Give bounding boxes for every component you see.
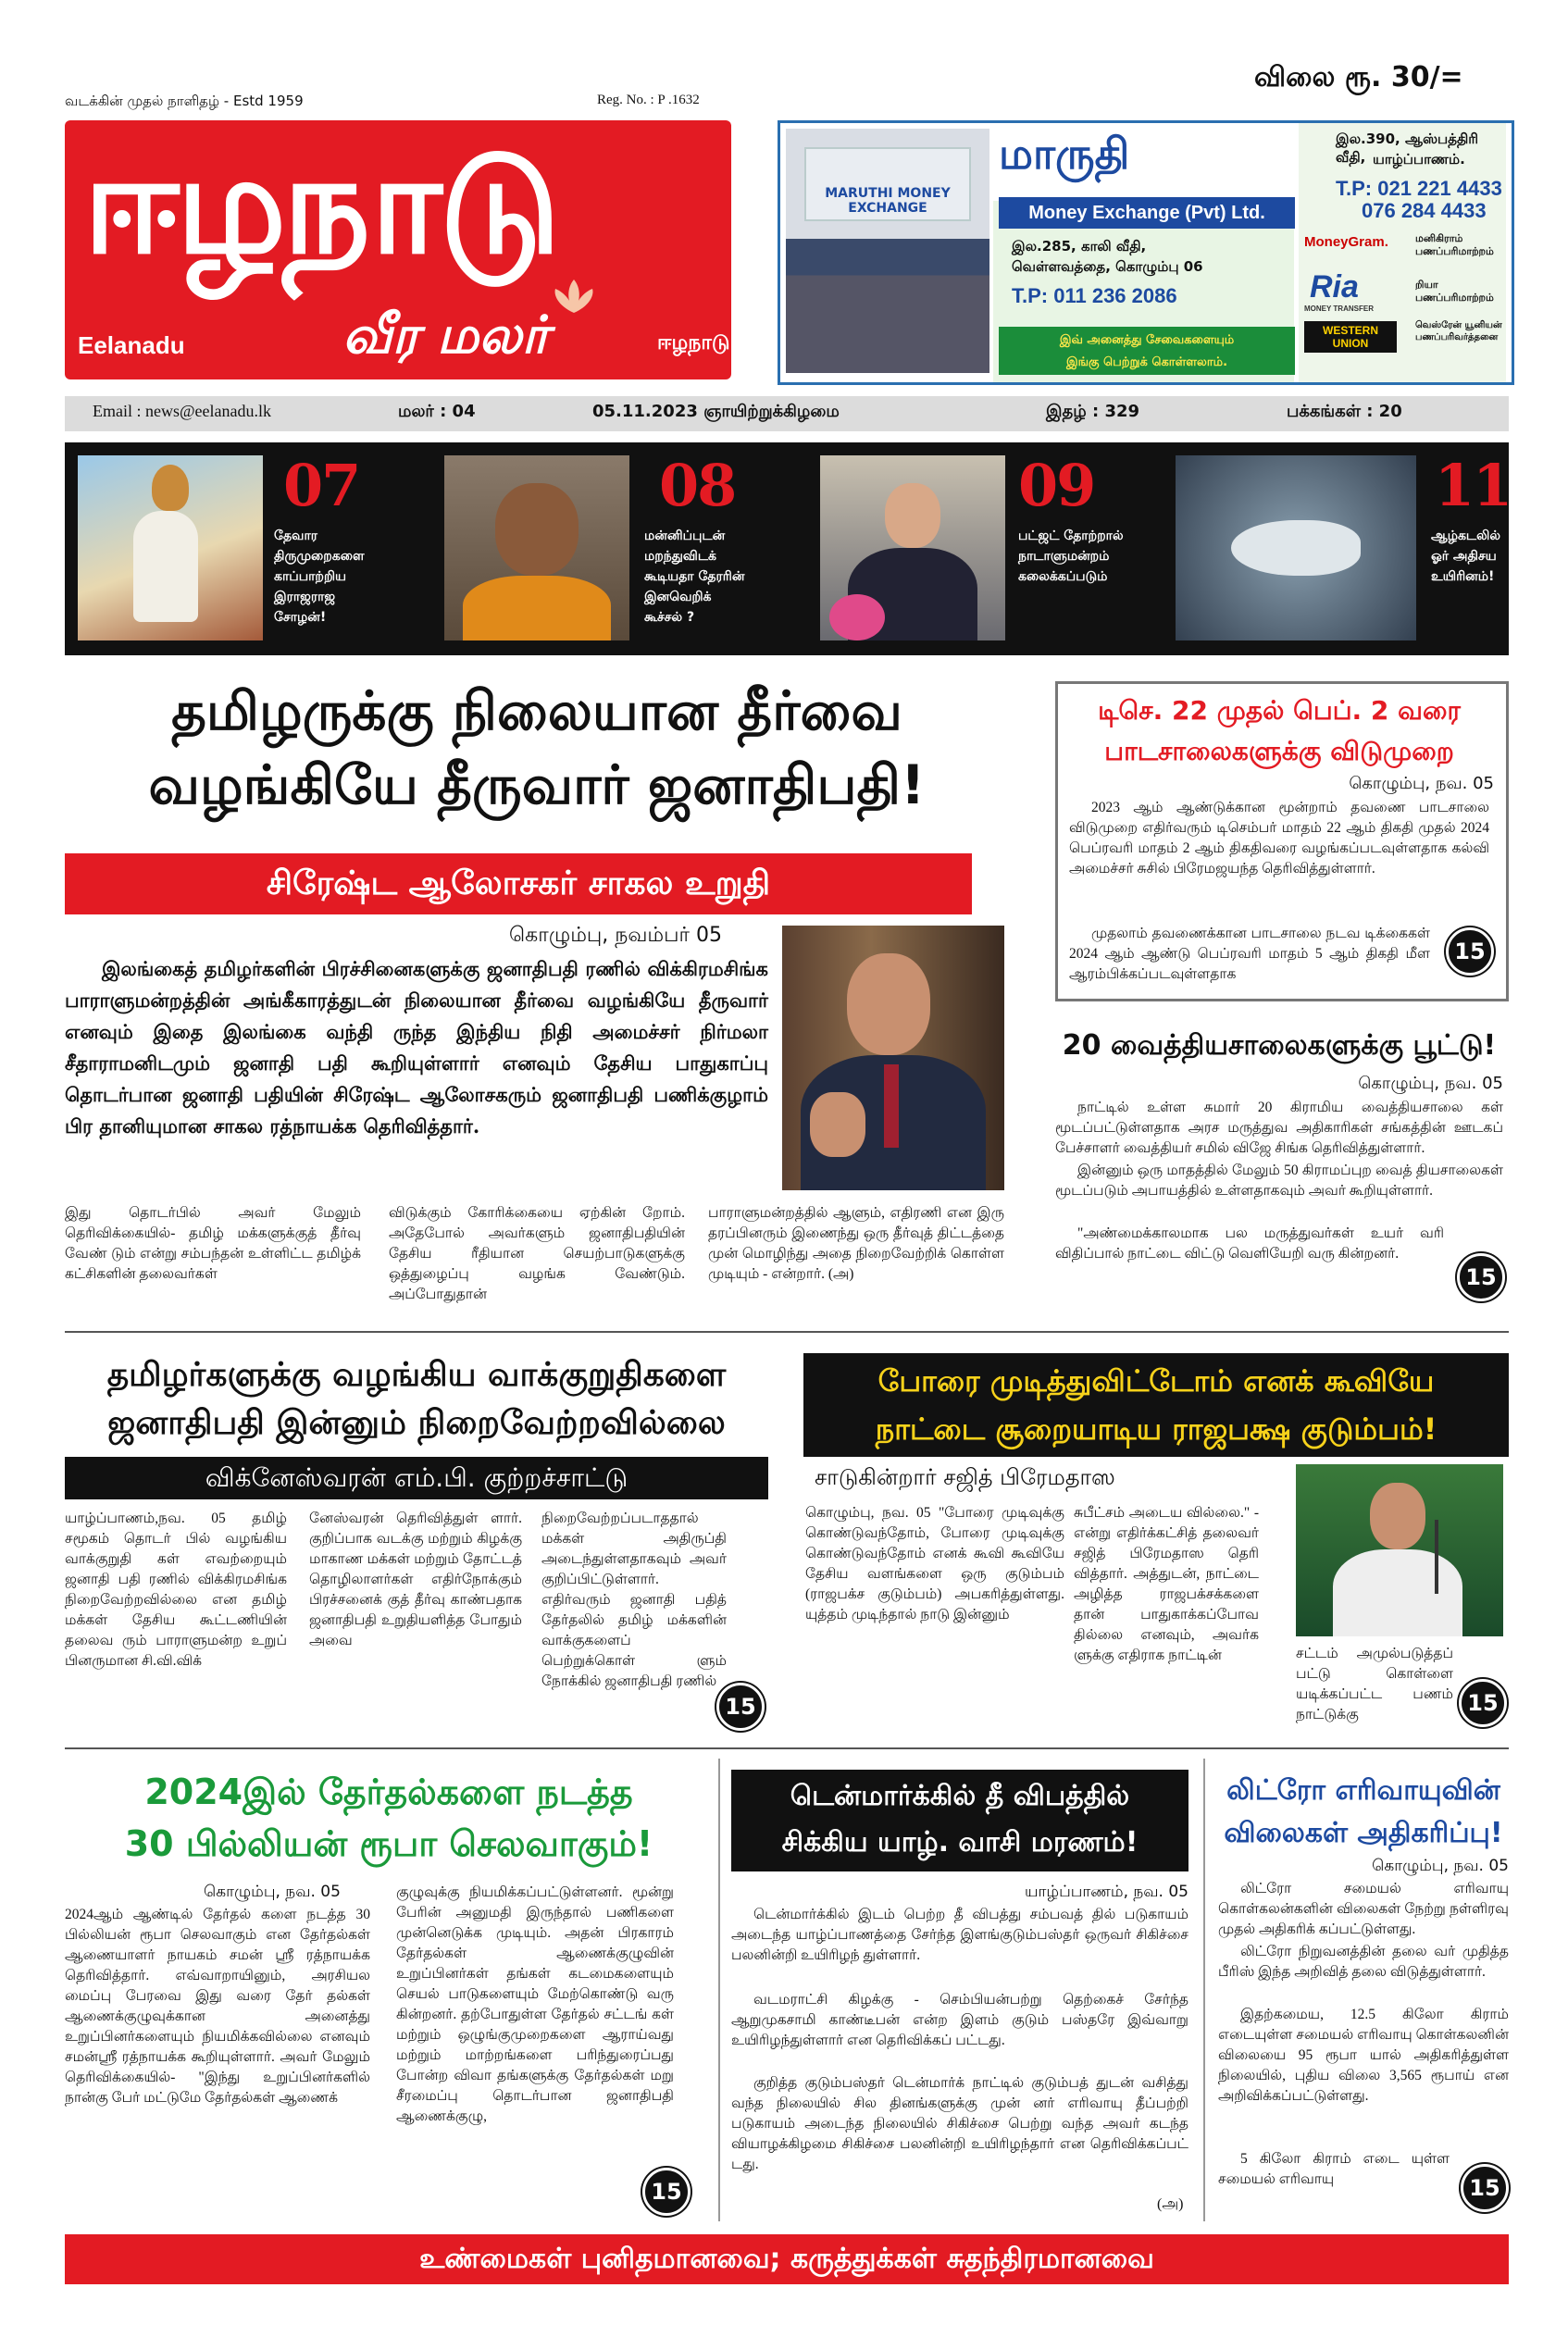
lotus-icon: [546, 278, 602, 315]
masthead-title: ஈழநாடு: [83, 125, 557, 284]
sajith-headline-2: நாட்டை சூறையாடிய ராஜபக்ஷ குடும்பம்!: [875, 1411, 1437, 1447]
teaser-text-11: ஆழ்கடலில் ஓர் அதிசய உயிரினம்!: [1431, 528, 1500, 584]
sajith-subhead: சாடுகின்றார் சஜித் பிரேமதாஸ: [815, 1464, 1115, 1490]
masthead-logo-block: [65, 120, 731, 379]
school-holiday-headline: [1064, 690, 1494, 772]
maruthi-advert[interactable]: [778, 120, 1514, 385]
masthead-tagline: வடக்கின் முதல் நாளிதழ் - Estd 1959: [65, 93, 304, 109]
litro-gas-para-4: 5 கிலோ கிராம் எடை யுள்ள சமையல் எரிவாயு: [1218, 2151, 1450, 2187]
ad-phone-jaffna-2[interactable]: 076 284 4433: [1362, 199, 1487, 222]
hospitals-headline[interactable]: 20 வைத்தியசாலைகளுக்கு பூட்டு!: [1062, 1029, 1497, 1062]
masthead-small-title: ஈழநாடு: [657, 331, 730, 354]
ad-note-line-2: இங்கு பெற்றுக் கொள்ளலாம்.: [1065, 355, 1228, 369]
vigneswaran-headline-1: தமிழர்களுக்கு வழங்கிய வாக்குறுதிகளை: [106, 1356, 727, 1394]
teaser-text-07: தேவார திருமுறைகளை காப்பாற்றிய இராஜராஜ சோழன்!: [274, 528, 365, 625]
teaser-text-08: மன்னிப்புடன் மறந்துவிடக் கூடியதா தேரரின் இனவெறிக் கூச்சல் ?: [644, 528, 745, 625]
column-rule: [718, 1759, 720, 2221]
teaser-photo-deep-sea-creature[interactable]: [1176, 455, 1416, 640]
section-divider: [65, 1747, 1509, 1749]
ad-brand-name: மாருதி: [999, 129, 1130, 179]
footer-motto: உண்மைகள் புனிதமானவை; கருத்துக்கள் சுதந்திரமானவை: [65, 2234, 1509, 2284]
vigneswaran-subhead: விக்னேஸ்வரன் எம்.பி. குற்றச்சாட்டு: [65, 1457, 768, 1499]
denmark-fire-para-2: வடமராட்சி கிழக்கு - செம்பியன்பற்று தெற்கைச் சேர்ந்த ஆறுமுகசாமி காண்டீபன் என்ற இளம் குடும் பஸ்தரே இவ்வாறு உயிரிழந்துள்ளார் என தெரிவிக்கப் பட்டது.: [731, 1992, 1188, 2048]
ria-logo: Ria: [1310, 269, 1359, 305]
litro-gas-headline-1: லிட்ரோ எரிவாயுவின்: [1226, 1774, 1500, 1807]
lead-column-3: பாராளுமன்றத்தில் ஆளும், எதிரணி என இரு தரப்பினரும் இணைந்து ஒரு தீர்வுத் திட்டத்தை முன் மொழிந்து அதை நிறைவேற்றிக் கொள்ள முடியும் - என்றார். (அ): [708, 1205, 1004, 1282]
teaser-photo-king[interactable]: [78, 455, 263, 640]
issue-volume: மலர் : 04: [398, 402, 476, 421]
continue-page-badge[interactable]: 15: [1461, 2164, 1509, 2212]
denmark-fire-signoff: (அ): [1157, 2196, 1184, 2212]
moneygram-logo: MoneyGram.: [1304, 234, 1388, 250]
ad-address-2: யாழ்ப்பாணம்.: [1373, 151, 1465, 168]
sajith-column-1: கொழும்பு, நவ. 05 "போரை முடிவுக்கு கொண்டுவந்தோம், போரை முடிவுக்கு கொண்டுவந்தோம் எனக் கூவி கூவியே தேசிய வளங்களை ஒரு குடும்பம் (ராஜபக்ச குடும்பம்) அபகரித்துள்ளது. யுத்தம் முடிந்தால் நாடு இன்னும்: [805, 1505, 1064, 1623]
masthead-subtitle: வீர மலர்: [342, 305, 549, 366]
litro-gas-dateline: கொழும்பு, நவ. 05: [1372, 1857, 1509, 1875]
teaser-page-09[interactable]: 09: [1018, 452, 1095, 519]
sajith-headline[interactable]: [803, 1353, 1509, 1457]
school-holiday-para-2: முதலாம் தவணைக்கான பாடசாலை நடவ டிக்கைகள் 2024 ஆம் ஆண்டு பெப்ரவரி மாதம் 5 ஆம் திகதி மீள ஆரம்பிக்கப்படவுள்ளதாக: [1069, 926, 1430, 982]
continue-page-badge[interactable]: 15: [642, 2168, 691, 2216]
sajith-column-2: சுபீட்சம் அடைய வில்லை." - என்று எதிர்க்கட்சித் தலைவர் சஜித் பிரேமதாஸ தெரி வித்தார். அத்துடன், நாட்டை அழித்த ராஜபக்சக்களை தான் பாதுகாக்கப்போவ தில்லை எனவும், அவர்க ளுக்கு எதிராக நாட்டின்: [1074, 1505, 1259, 1663]
lead-headline-line-1: தமிழருக்கு நிலையான தீர்வை: [171, 679, 902, 742]
issue-date: 05.11.2023 ஞாயிற்றுக்கிழமை: [592, 402, 840, 421]
teaser-page-07[interactable]: 07: [283, 452, 360, 519]
denmark-fire-para-1: டென்மார்க்கில் இடம் பெற்ற தீ விபத்து சம்பவத் தில் படுகாயம் அடைந்த யாழ்ப்பாணத்தை சேர்ந்த இளங்குடும்பஸ்தர் ஒருவர் சிகிச்சை பலனின்றி உயிரிழந் துள்ளார்.: [731, 1907, 1188, 1963]
denmark-fire-dateline: யாழ்ப்பாணம், நவ. 05: [1024, 1883, 1188, 1901]
litro-gas-para-3: இதற்கமைய, 12.5 கிலோ கிராம் எடையுள்ள சமையல் எரிவாயு கொள்கலனின் விலையை 95 ரூபா யால் அதிகரித்துள்ள நிலையில், புதிய விலை 3,565 ரூபாய் என அறிவிக்கப்பட்டுள்ளது.: [1218, 2007, 1509, 2104]
teaser-strip: [65, 442, 1512, 655]
teaser-photo-monk[interactable]: [444, 455, 629, 640]
ad-company-name: Money Exchange (Pvt) Ltd.: [999, 197, 1295, 229]
litro-gas-headline-2: விலைகள் அதிகரிப்பு!: [1224, 1817, 1503, 1849]
lead-dateline: கொழும்பு, நவம்பர் 05: [509, 924, 722, 947]
masthead-english-title: Eelanadu: [78, 331, 185, 359]
page-count: பக்கங்கள் : 20: [1287, 402, 1402, 421]
election-cost-column-2: குழுவுக்கு நியமிக்கப்பட்டுள்ளனர். மூன்று பேரின் அனுமதி இருந்தால் பணிகளை முன்னெடுக்க முடியும். அதன் பிரகாரம் தேர்தல்கள் ஆணைக்குழுவின் உறுப்பினர்கள் தங்கள் கடமைகளையும் செயல் பாடுகளையும் மேற்கொண்டு வரு கின்றனர். தற்போதுள்ள தேர்தல் சட்டங் கள் மற்றும் ஒழுங்குமுறைகளை ஆராய்வது மற்றும் மாற்றங்களை பரிந்துரைப்பது போன்ற விவா தங்களுக்கு தேர்தல்கள் மறு சீரமைப்பு தொடர்பான ஜனாதிபதி ஆணைக்குழு,: [396, 1884, 674, 2124]
continue-page-badge[interactable]: 15: [1446, 927, 1494, 976]
lead-photo-sagala[interactable]: [782, 926, 1004, 1190]
election-cost-column-1: 2024ஆம் ஆண்டில் தேர்தல் களை நடத்த 30 பில்லியன் ரூபா செலவாகும் என தேர்தல்கள் ஆணையாளர் நாயகம் சமன் ஸ்ரீ ரத்நாயக்க தெரிவித்தார். எவ்வாறாயினும், அரசியல மைப்பு பேரவை இது வரை தேர் தல்கள் ஆணைக்குழுவுக்கான அனைத்து உறுப்பினர்களையும் நியமிக்கவில்லை எனவும் சமன்ஸ்ரீ ரத்நாயக்க கூறியுள்ளார். அவர் மேலும் தெரிவிக்கையில்- "இந்து உறுப்பினர்களில் நான்கு பேர் மட்டுமே தேர்தல்கள் ஆணைக்: [65, 1907, 370, 2106]
lead-headline[interactable]: [65, 674, 1009, 822]
lead-headline-line-2: வழங்கியே தீருவார் ஜனாதிபதி!: [148, 753, 926, 816]
teaser-page-08[interactable]: 08: [659, 452, 736, 519]
shop-front-photo: [786, 129, 989, 373]
vigneswaran-column-3: நிறைவேற்றப்படாததால் மக்கள் அதிருப்தி அடைந்துள்ளதாகவும் அவர் குறிப்பிட்டுள்ளார். எதிர்வரும் ஜனாதி பதித் தேர்தலில் தமிழ் மக்களின் வாக்குகளைப் பெற்றுக்கொள் ளும் நோக்கில் ஜனாதிபதி ரணில்: [541, 1511, 727, 1689]
western-union-label: வெஸ்ரேன் யூனியன் பணப்பரிவர்த்தனை: [1415, 320, 1502, 342]
vigneswaran-headline-2: ஜனாதிபதி இன்னும் நிறைவேற்றவில்லை: [107, 1404, 726, 1442]
denmark-fire-headline[interactable]: [731, 1770, 1188, 1871]
issue-number: இதழ் : 329: [1046, 402, 1140, 421]
ad-services-note: [999, 327, 1295, 375]
ad-note-line-1: இவ் அனைத்து சேவைகளையும்: [1059, 333, 1235, 347]
section-divider: [65, 1331, 1509, 1333]
shop-sign: MARUTHI MONEY EXCHANGE: [804, 147, 971, 221]
ad-address-4: வெள்ளவத்தை, கொழும்பு 06: [1012, 258, 1203, 275]
denmark-fire-headline-1: டென்மார்க்கில் தீ விபத்தில்: [790, 1780, 1130, 1812]
teaser-text-09: பட்ஜட் தோற்றால் நாடாளுமன்றம் கலைக்கப்படும்: [1018, 528, 1124, 584]
lead-intro: இலங்கைத் தமிழர்களின் பிரச்சினைகளுக்கு ஜனாதிபதி ரணில் விக்கிரமசிங்க பாராளுமன்றத்தின் அங்கீகாரத்துடன் நிலையான தீர்வை வழங்கியே தீருவார் எனவும் இதை இலங்கை வந்தி ருந்த இந்திய நிதி அமைச்சர் நிர்மலா சீதாராமனிடமும் ஜனாதி பதி கூறியுள்ளார் எனவும் தேசிய பாதுகாப்பு தொடர்பான ஜனாதி பதியின் சிரேஷ்ட ஆலோசகரும் ஜனாதிபதி பணிக்குழாம் பிர தானியுமான சாகல ரத்நாயக்க தெரிவித்தார்.: [65, 957, 768, 1138]
continue-page-badge[interactable]: 15: [1459, 1679, 1507, 1727]
registration-number: Reg. No. : P .1632: [597, 93, 700, 107]
column-rule: [1203, 1759, 1205, 2221]
school-holiday-para-1: 2023 ஆம் ஆண்டுக்கான மூன்றாம் தவணை பாடசாலை விடுமுறை எதிர்வரும் டிசெம்பர் மாதம் 22 ஆம் திகதி முதல் 2024 பெப்ரவரி மாதம் 2 ஆம் திகதிவரை வழங்கப்படவுள்ளதாக கல்வி அமைச்சர் சுசில் பிரேமஜயந்த தெரிவித்துள்ளார்.: [1069, 800, 1489, 877]
teaser-photo-president[interactable]: [820, 455, 1005, 640]
lead-column-1: இது தொடர்பில் அவர் மேலும் தெரிவிக்கையில்- தமிழ் மக்களுக்குத் தீர்வு வேண் டும் என்று சம்பந்தன் உள்ளிட்ட தமிழ்க் கட்சிகளின் தலைவர்கள்: [65, 1205, 361, 1282]
election-cost-headline-1: 2024இல் தேர்தல்களை நடத்த: [144, 1772, 633, 1812]
litro-gas-para-2: லிட்ரோ நிறுவனத்தின் தலை வர் முதித்த பீரிஸ் இந்த அறிவித் தலை விடுத்துள்ளார்.: [1218, 1944, 1509, 1980]
election-cost-headline-2: 30 பில்லியன் ரூபா செலவாகும்!: [124, 1823, 653, 1864]
ria-label: றியா பணப்பரிமாற்றம்: [1415, 279, 1494, 304]
moneygram-label: மனிகிராம் பணப்பரிமாற்றம்: [1415, 232, 1494, 257]
teaser-page-11[interactable]: 11: [1435, 452, 1512, 519]
school-holiday-headline-2: பாடசாலைகளுக்கு விடுமுறை: [1104, 736, 1454, 766]
ad-address-3: இல.285, காலி வீதி,: [1012, 238, 1147, 255]
hospitals-para-3: "அண்மைக்காலமாக பல மருத்துவர்கள் உயர் வரி விதிப்பால் நாட்டை விட்டு வெளியேறி வரு கின்றனர்.: [1055, 1225, 1444, 1262]
vigneswaran-headline[interactable]: [65, 1351, 768, 1448]
vigneswaran-column-1: யாழ்ப்பாணம்,நவ. 05 தமிழ் சமூகம் தொடர் பில் வழங்கிய வாக்குறுதி கள் எவற்றையும் ஜனாதி பதி ரணில் விக்கிரமசிங்க நிறைவேற்றவில்லை என தமிழ் மக்கள் தேசிய கூட்டணியின் தலைவ ரும் பாராளுமன்ற உறுப் பினருமான சி.வி.விக்: [65, 1511, 287, 1669]
price-label: விலை ரூ. 30/=: [1254, 61, 1463, 93]
school-holiday-headline-1: டிசெ. 22 முதல் பெப். 2 வரை: [1098, 695, 1461, 726]
denmark-fire-headline-2: சிக்கிய யாழ். வாசி மரணம்!: [781, 1826, 1139, 1859]
hospitals-para-2: இன்னும் ஒரு மாதத்தில் மேலும் 50 கிராமப்புற வைத் தியசாலைகள் மூடப்படும் அபாயத்தில் உள்ளதாகவும் அவர் கூறியுள்ளார்.: [1055, 1163, 1503, 1199]
email-address[interactable]: Email : news@eelanadu.lk: [93, 402, 272, 420]
ria-sub: MONEY TRANSFER: [1304, 305, 1374, 313]
litro-gas-para-1: லிட்ரோ சமையல் எரிவாயு கொள்கலன்களின் விலைகள் நேற்று நள்ளிரவு முதல் அதிகரிக் கப்பட்டுள்ளது.: [1218, 1881, 1509, 1937]
litro-gas-headline[interactable]: [1218, 1770, 1509, 1855]
sajith-caption: சட்டம் அமுல்படுத்தப் பட்டு கொள்ளை யடிக்கப்பட்ட பணம் நாட்டுக்கு: [1296, 1646, 1453, 1722]
sajith-headline-1: போரை முடித்துவிட்டோம் எனக் கூவியே: [877, 1363, 1435, 1399]
continue-page-badge[interactable]: 15: [716, 1683, 765, 1731]
denmark-fire-para-3: குறித்த குடும்பஸ்தர் டென்மார்க் நாட்டில் குடும்பத் துடன் வசித்து வந்த நிலையில் சில தினங்களுக்கு முன் னர் எரிவாயு தீப்பற்றி படுகாயம் அடைந்த நிலையில் சிகிச்சை பெற்று வந்த அவர் கடந்த வியாழக்கிழமை சிகிச்சை பலனின்றி உயிரிழந்தார் என தெரிவிக்கப்பட் டது.: [731, 2075, 1188, 2172]
ad-address-1: இல.390, ஆஸ்பத்திரி வீதி,: [1336, 131, 1479, 166]
western-union-logo: WESTERN UNION: [1304, 321, 1397, 353]
school-holiday-dateline: கொழும்பு, நவ. 05: [1349, 774, 1494, 793]
election-cost-dateline: கொழும்பு, நவ. 05: [204, 1883, 341, 1901]
election-cost-headline[interactable]: [65, 1766, 713, 1870]
ad-phone-jaffna-1[interactable]: T.P: 021 221 4433: [1336, 177, 1502, 200]
lead-subhead: சிரேஷ்ட ஆலோசகர் சாகல உறுதி: [65, 853, 972, 914]
vigneswaran-column-2: னேஸ்வரன் தெரிவித்துள் ளார். குறிப்பாக வடக்கு மற்றும் கிழக்கு மாகாண மக்கள் மற்றும் தோட்டத் தொழிலாளர்கள் எதிர்நோக்கும் பிரச்சனைக் குத் தீர்வு காண்பதாக ஜனாதிபதி உறுதியளித்த போதும் அவை: [309, 1511, 522, 1648]
lead-column-2: விடுக்கும் கோரிக்கையை ஏற்கின் றோம். அதேபோல் அவர்களும் ஜனாதிபதியின் தேசிய ரீதியான செயற்பாடுகளுக்கு ஒத்துழைப்பு வழங்க வேண்டும். அப்போதுதான்: [389, 1205, 685, 1302]
continue-page-badge[interactable]: 15: [1457, 1253, 1505, 1301]
ad-phone-colombo[interactable]: T.P: 011 236 2086: [1012, 284, 1177, 307]
hospitals-para-1: நாட்டில் உள்ள சுமார் 20 கிராமிய வைத்தியசாலை கள் மூடப்பட்டுள்ளதாக அரச மருத்துவ அதிகாரிகள் சங்கத்தின் ஊடகப் பேச்சாளர் வைத்தியர் சமில் விஜே சிங்க தெரிவித்துள்ளார்.: [1055, 1100, 1503, 1156]
sajith-photo[interactable]: [1296, 1464, 1503, 1636]
hospitals-dateline: கொழும்பு, நவ. 05: [1358, 1074, 1503, 1093]
